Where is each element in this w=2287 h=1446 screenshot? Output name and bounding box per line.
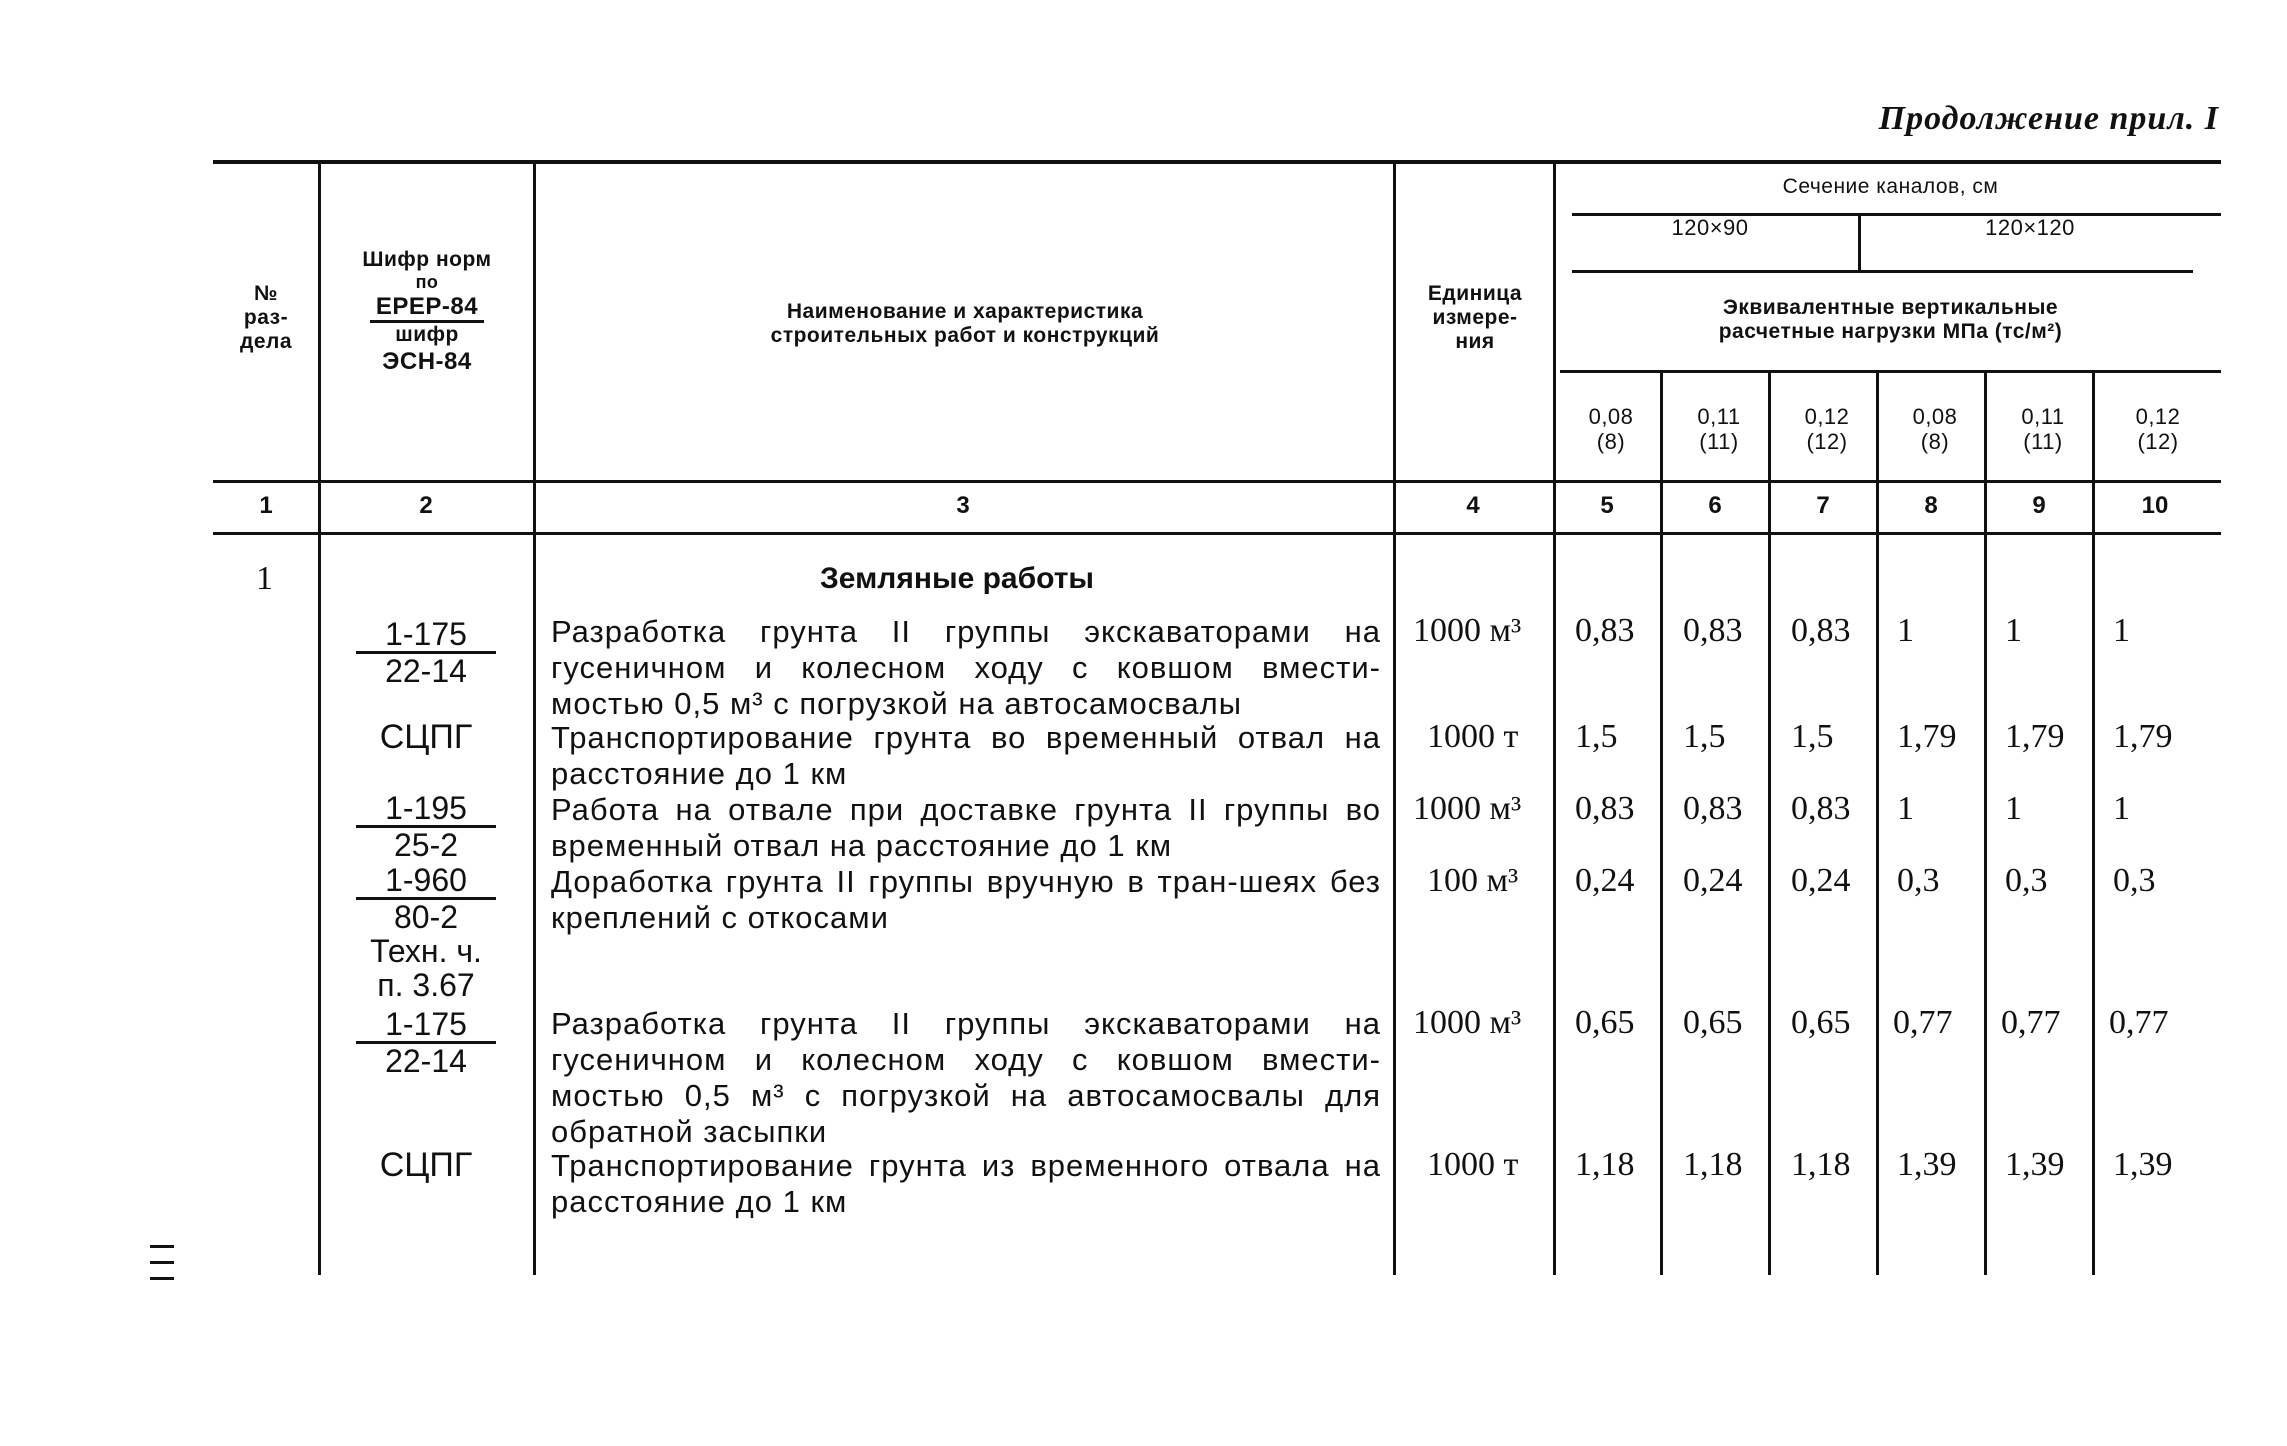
header-col2-line: ЕРЕР-84: [370, 293, 484, 324]
row-1-description: Разработка грунта II группы экскаваторами на гусеничном и колесном ходу с ковшом вмести-мостью 0,5 м³ с погрузкой на автосамосвалы: [551, 614, 1381, 721]
header-load-8: [1887, 404, 1983, 455]
code-denominator: 80-2: [393, 899, 459, 935]
column-number: 9: [2032, 492, 2046, 519]
column-number: 2: [419, 492, 433, 519]
header-load-title-line: Эквивалентные вертикальные: [1722, 296, 2059, 319]
header-load-value: (12): [2137, 429, 2179, 455]
row-6-code: СЦПГ: [379, 1146, 473, 1184]
rule-v7: [1876, 370, 1879, 1275]
column-number: 1: [259, 492, 273, 519]
header-load-6: [1671, 404, 1767, 455]
row-2-value: 1,79: [2005, 718, 2065, 755]
header-col3-line: строительных работ и конструкций: [770, 324, 1160, 348]
code-numerator: 1-960: [356, 863, 496, 900]
row-1-value: 1: [2005, 612, 2022, 649]
header-load-value: (8): [1920, 429, 1950, 455]
rule-colnum-bottom: [213, 532, 2221, 535]
rule-subgroup-bottom: [1572, 270, 2193, 273]
row-2-value: 1,79: [2113, 718, 2173, 755]
page-header: Продолжение прил. I: [1878, 100, 2219, 137]
header-load-value: (12): [1806, 429, 1848, 455]
margin-mark-stroke: [150, 1245, 174, 1248]
row-3-code: [326, 791, 526, 862]
row-6-value: 1,18: [1791, 1146, 1851, 1183]
row-1-unit: 1000 м³: [1413, 612, 1522, 649]
code-numerator: 1-195: [356, 791, 496, 828]
header-col3: [560, 300, 1370, 348]
row-4-description: Доработка грунта II группы вручную в тран-шеях без креплений с откосами: [551, 864, 1381, 935]
header-load-value: (11): [2023, 429, 2063, 455]
rule-v3: [1393, 163, 1396, 1275]
column-number: 6: [1708, 492, 1722, 519]
row-3-value: 1: [2005, 790, 2022, 827]
header-load-value: 0,08: [1588, 404, 1634, 429]
row-5-value: 0,77: [2109, 1004, 2169, 1041]
row-5-value: 0,65: [1575, 1004, 1635, 1041]
rule-v1: [318, 163, 321, 1275]
rule-header-bottom: [213, 480, 2221, 483]
rule-v4: [1553, 163, 1556, 1275]
header-col2-line: ЭСН-84: [382, 347, 472, 375]
row-3-value: 1: [2113, 790, 2130, 827]
margin-page-mark-icon: [150, 1245, 174, 1293]
column-number: 10: [2141, 492, 2169, 519]
row-5-code: [326, 1007, 526, 1078]
code-note: п. 3.67: [377, 967, 475, 1003]
header-col2-line: по: [415, 272, 439, 293]
code-numerator: 1-175: [356, 1007, 496, 1044]
row-6-value: 1,39: [2005, 1146, 2065, 1183]
header-col4: [1400, 282, 1550, 354]
header-load-7: [1779, 404, 1875, 455]
row-5-value: 0,77: [2001, 1004, 2061, 1041]
row-4-value: 0,3: [2113, 862, 2156, 899]
column-number: 3: [956, 492, 970, 519]
row-3-description: Работа на отвале при доставке грунта II группы во временный отвал на расстояние до 1 км: [551, 792, 1381, 863]
header-col4-line: Единица: [1427, 282, 1523, 305]
header-load-value: 0,08: [1912, 404, 1958, 429]
code-numerator: 1-175: [356, 617, 496, 654]
row-1-value: 0,83: [1791, 612, 1851, 649]
column-number: 8: [1924, 492, 1938, 519]
row-4-value: 0,3: [2005, 862, 2048, 899]
row-3-value: 0,83: [1575, 790, 1635, 827]
row-3-value: 1: [1897, 790, 1914, 827]
section-title: Земляные работы: [820, 562, 1095, 595]
row-6-value: 1,39: [2113, 1146, 2173, 1183]
header-col4-line: измере-: [1432, 306, 1518, 330]
header-col1-line: дела: [239, 330, 293, 354]
column-number: 5: [1600, 492, 1614, 519]
rule-v9: [2092, 370, 2095, 1275]
row-3-unit: 1000 м³: [1413, 790, 1522, 827]
header-col2-line: Шифр норм: [362, 248, 492, 271]
row-2-unit: 1000 т: [1427, 718, 1519, 755]
row-4-value: 0,24: [1683, 862, 1743, 899]
row-5-value: 0,77: [1893, 1004, 1953, 1041]
row-2-value: 1,79: [1897, 718, 1957, 755]
row-1-value: 1: [2113, 612, 2130, 649]
row-4-value: 0,24: [1791, 862, 1851, 899]
header-load-5: [1563, 404, 1659, 455]
header-col1-line: №: [254, 282, 278, 305]
row-3-value: 0,83: [1791, 790, 1851, 827]
row-1-value: 1: [1897, 612, 1914, 649]
row-1-value: 0,83: [1575, 612, 1635, 649]
row-6-unit: 1000 т: [1427, 1146, 1519, 1183]
header-col3-line: Наименование и характеристика: [786, 300, 1144, 323]
header-col1-line: раз-: [243, 306, 289, 330]
header-load-10: [2103, 404, 2213, 455]
rule-v2: [533, 163, 536, 1275]
row-5-description: Разработка грунта II группы экскаваторами на гусеничном и колесном ходу с ковшом вмести-мостью 0,5 м³ с погрузкой на автосамосвалы для обратной засыпки: [551, 1006, 1381, 1149]
row-4-code: [326, 863, 526, 1002]
rule-v-subgroup: [1858, 215, 1861, 270]
row-5-value: 0,65: [1791, 1004, 1851, 1041]
row-5-unit: 1000 м³: [1413, 1004, 1522, 1041]
row-1-value: 0,83: [1683, 612, 1743, 649]
rule-v5: [1660, 370, 1663, 1275]
header-load-value: 0,12: [2135, 404, 2181, 429]
row-2-code: СЦПГ: [379, 718, 473, 756]
row-2-value: 1,5: [1575, 718, 1618, 755]
header-subgroup-2: 120×120: [1985, 215, 2075, 240]
code-denominator: 22-14: [385, 653, 467, 689]
margin-mark-stroke: [150, 1277, 174, 1280]
row-1-code: [326, 617, 526, 688]
margin-mark-stroke: [150, 1261, 174, 1264]
header-load-value: (11): [1699, 429, 1739, 455]
column-number: 7: [1816, 492, 1830, 519]
code-denominator: 22-14: [385, 1043, 467, 1079]
header-col4-line: ния: [1455, 330, 1495, 354]
header-load-value: 0,12: [1804, 404, 1850, 429]
header-load-title-line: расчетные нагрузки МПа (тс/м²): [1718, 320, 2063, 344]
row-4-value: 0,24: [1575, 862, 1635, 899]
row-6-description: Транспортирование грунта из временного отвала на расстояние до 1 км: [551, 1148, 1381, 1219]
header-subgroup-1: 120×90: [1671, 215, 1749, 240]
row-6-value: 1,39: [1897, 1146, 1957, 1183]
header-load-value: 0,11: [2021, 404, 2065, 429]
rule-v6: [1768, 370, 1771, 1275]
row-5-value: 0,65: [1683, 1004, 1743, 1041]
row-4-unit: 100 м³: [1427, 862, 1519, 899]
header-col2-line: шифр: [395, 323, 459, 347]
section-number: 1: [256, 560, 273, 597]
row-2-description: Транспортирование грунта во временный отвал на расстояние до 1 км: [551, 720, 1381, 791]
code-denominator: 25-2: [393, 827, 459, 863]
header-load-value: 0,11: [1697, 404, 1741, 429]
code-note: Техн. ч.: [370, 933, 482, 969]
row-2-value: 1,5: [1683, 718, 1726, 755]
row-3-value: 0,83: [1683, 790, 1743, 827]
header-section-group: Сечение каналов, см: [1782, 175, 1999, 198]
header-col1: [226, 282, 306, 354]
header-col2: [330, 248, 524, 375]
column-number: 4: [1466, 492, 1480, 519]
row-6-value: 1,18: [1683, 1146, 1743, 1183]
header-load-value: (8): [1596, 429, 1626, 455]
row-4-value: 0,3: [1897, 862, 1940, 899]
header-load-title: [1560, 296, 2221, 344]
rule-top: [213, 160, 2221, 164]
row-2-value: 1,5: [1791, 718, 1834, 755]
header-load-9: [1995, 404, 2091, 455]
row-6-value: 1,18: [1575, 1146, 1635, 1183]
rule-v8: [1984, 370, 1987, 1275]
